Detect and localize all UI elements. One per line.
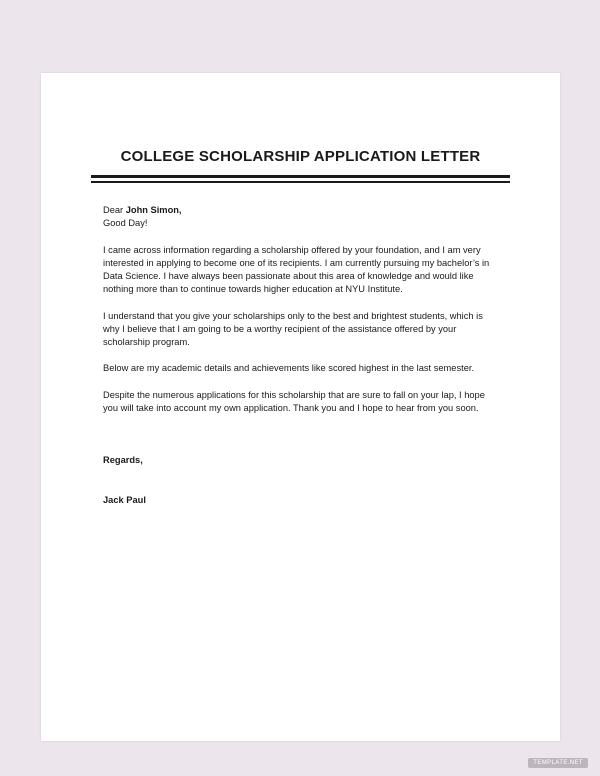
salutation: [103, 204, 498, 217]
letter-title: COLLEGE SCHOLARSHIP APPLICATION LETTER: [120, 148, 481, 165]
paragraph-2: I understand that you give your scholarships only to the best and brightest students, which is why I believe that I am going to be a worthy recipient of the assistance offered by your scholarship program.: [103, 310, 483, 347]
sender-name: Jack Paul: [103, 494, 146, 505]
paragraph-3: Below are my academic details and achievements like scored highest in the last semester.: [103, 363, 475, 374]
greeting: Good Day!: [103, 218, 148, 229]
salutation-prefix: Dear: [103, 205, 126, 215]
paragraph-4: Despite the numerous applications for this scholarship that are sure to fall on your lap, I hope you will take into account my own application. Thank you and I hope to hear from you soon.: [103, 389, 485, 413]
paragraph-1: I came across information regarding a scholarship offered by your foundation, and I am very interested in applying to become one of its recipients. I am currently pursuing my bachelor’s in Data Science. I have always been passionate about this area of knowledge and would like nothing more than to continue towards higher education at NYU Institute.: [103, 244, 490, 295]
title-rule-thin: [91, 181, 510, 183]
title-rule-thick: [91, 175, 510, 178]
closing: Regards,: [103, 455, 143, 466]
template-watermark: TEMPLATE.NET: [528, 758, 588, 768]
letter-body: [103, 204, 498, 507]
letter-page: [41, 73, 560, 741]
recipient-name: John Simon,: [125, 205, 182, 215]
